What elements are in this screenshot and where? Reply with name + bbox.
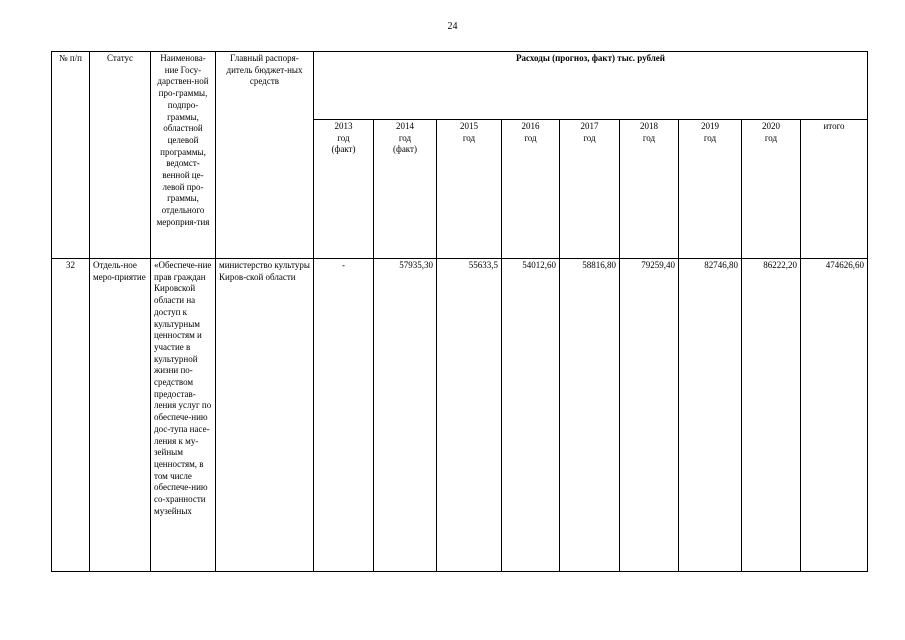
value-2013: - (314, 259, 374, 572)
value-2015: 55633,5 (437, 259, 502, 572)
value-2014: 57935,30 (374, 259, 437, 572)
value-2020: 86222,20 (742, 259, 801, 572)
row-status: Отдель-ное меро-приятие (90, 259, 151, 572)
budget-table (51, 51, 868, 572)
header-manager: Главный распоря-дитель бюджет-ных средств (216, 52, 314, 259)
header-year-2019: 2019 год (679, 120, 742, 259)
header-year-2017: 2017 год (560, 120, 620, 259)
header-year-2013: 2013 год (факт) (314, 120, 374, 259)
row-number: 32 (52, 259, 90, 572)
header-status: Статус (90, 52, 151, 259)
header-name: Наименова-ние Госу-дарствен-ной про-граммы, подпро-граммы, областной целевой программы, ведомст-венной це-левой про-граммы, отдельного мероприя-тия (151, 52, 216, 259)
header-year-2016: 2016 год (502, 120, 560, 259)
header-number: № п/п (52, 52, 90, 259)
header-year-2015: 2015 год (437, 120, 502, 259)
value-2018: 79259,40 (620, 259, 679, 572)
header-row-top (52, 52, 868, 120)
header-expenses-group: Расходы (прогноз, факт) тыс. рублей (314, 52, 868, 120)
value-2019: 82746,80 (679, 259, 742, 572)
header-year-2020: 2020 год (742, 120, 801, 259)
row-name: «Обеспече-ние прав граждан Кировской области на доступ к культурным ценностям и участие в культурной жизни по-средством предостав-ления услуг по обеспече-нию дос-тупа насе-ления к му-зейным ценностям, в том числе обеспече-нию со-хранности музейных (151, 259, 216, 572)
value-2016: 54012,60 (502, 259, 560, 572)
header-total: итого (801, 120, 868, 259)
value-total: 474626,60 (801, 259, 868, 572)
table-row (52, 259, 868, 572)
value-2017: 58816,80 (560, 259, 620, 572)
page-number: 24 (447, 21, 458, 32)
row-manager: министерство культуры Киров-ской области (216, 259, 314, 572)
header-year-2018: 2018 год (620, 120, 679, 259)
header-year-2014: 2014 год (факт) (374, 120, 437, 259)
